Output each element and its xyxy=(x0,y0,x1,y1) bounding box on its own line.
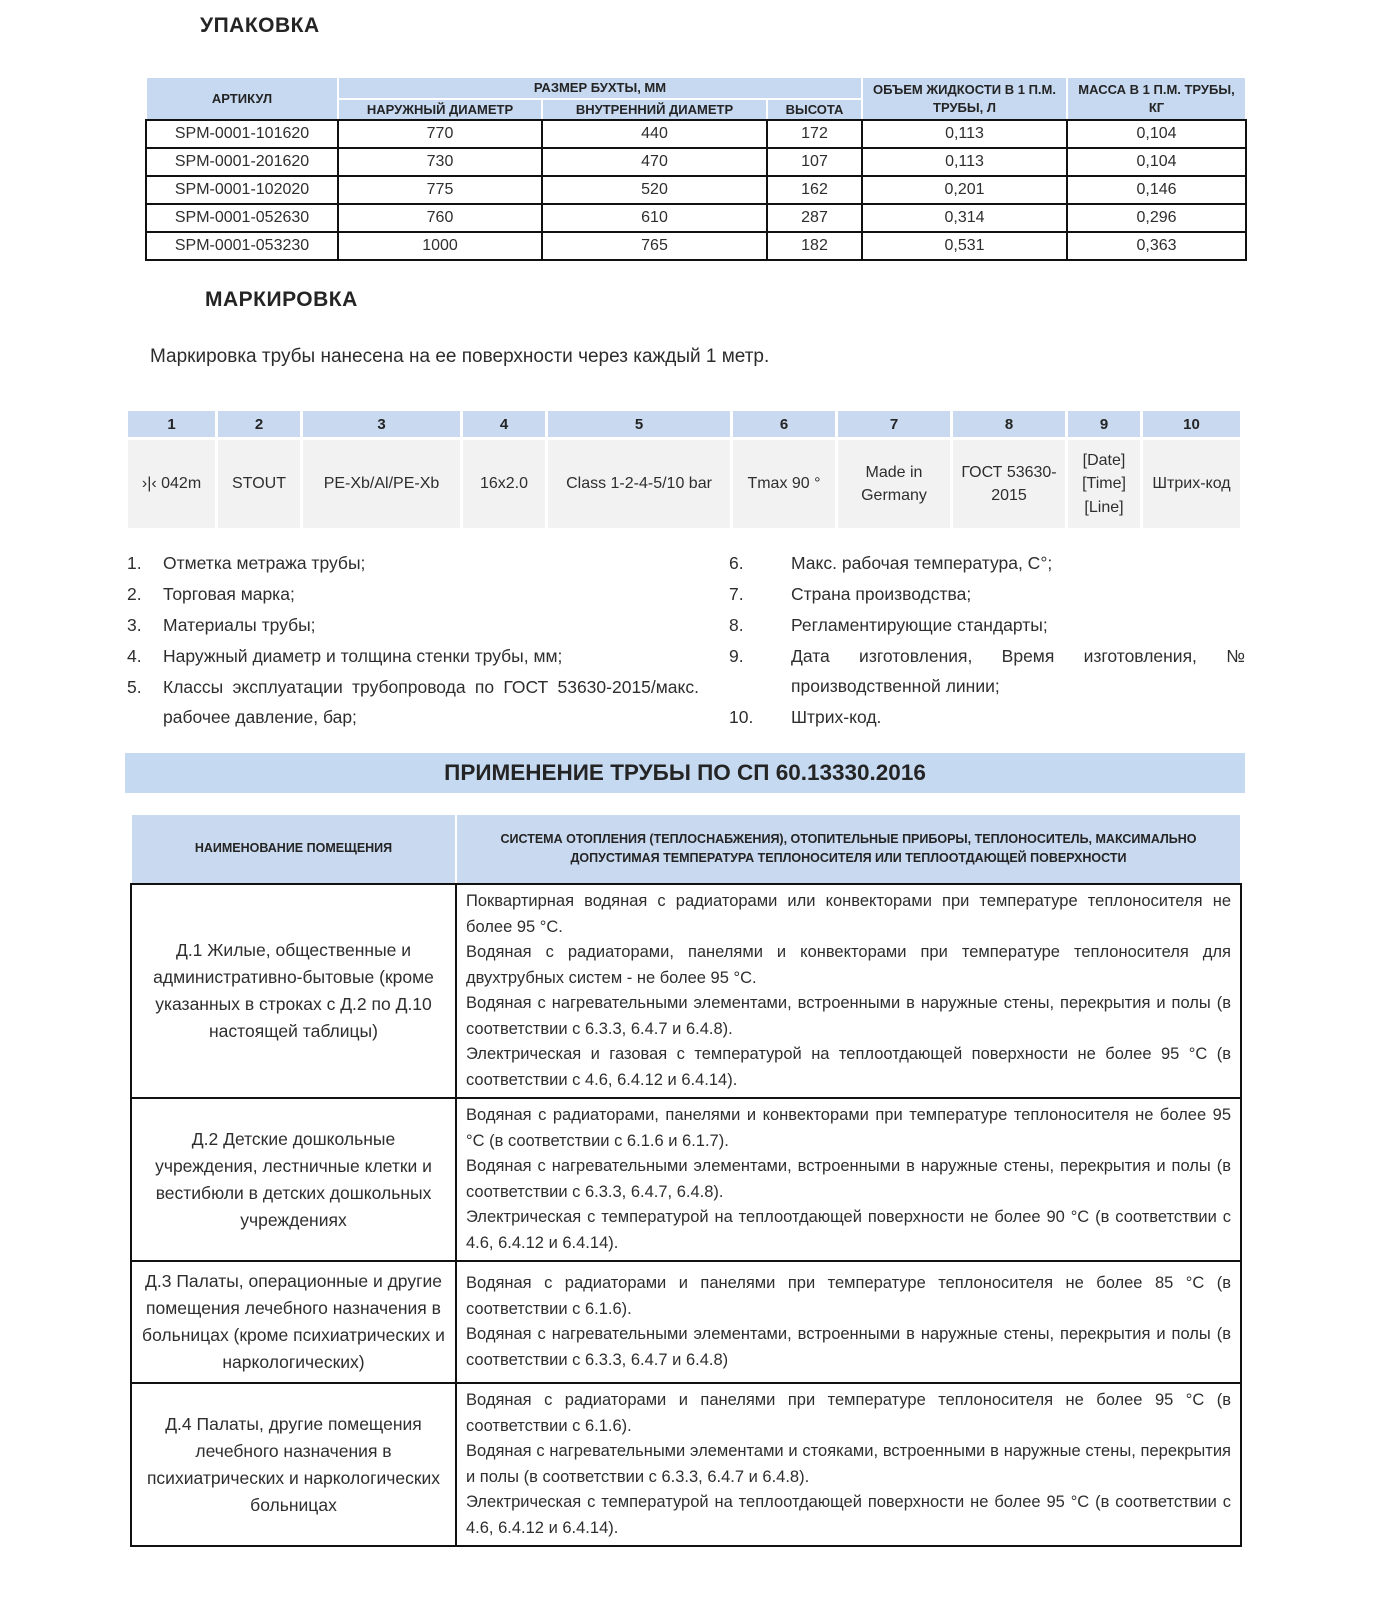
column-header: 9 xyxy=(1067,410,1142,439)
column-header: 10 xyxy=(1142,410,1242,439)
table-cell: 0,104 xyxy=(1067,148,1246,176)
room-name-cell: Д.3 Палаты, операционные и другие помещения лечебного назначения в больницах (кроме психиатрических и наркологических) xyxy=(131,1261,456,1383)
list-text: Страна производства; xyxy=(791,584,972,604)
system-description-cell xyxy=(456,1383,1241,1546)
list-number: 3. xyxy=(127,615,142,635)
table-cell: 0,531 xyxy=(862,232,1067,260)
paragraph: Водяная с радиаторами, панелями и конвекторами при температуре теплоносителя для двухтрубных систем - не более 95 °С. xyxy=(466,943,1231,987)
column-header: 7 xyxy=(837,410,952,439)
table-row xyxy=(146,204,1246,232)
table-cell: 1000 xyxy=(338,232,542,260)
application-table xyxy=(130,813,1242,1547)
table-cell: 775 xyxy=(338,176,542,204)
column-header: СИСТЕМА ОТОПЛЕНИЯ (ТЕПЛОСНАБЖЕНИЯ), ОТОПИТЕЛЬНЫЕ ПРИБОРЫ, ТЕПЛОНОСИТЕЛЬ, МАКСИМАЛЬНО ДОПУСТИМАЯ ТЕМПЕРАТУРА ТЕПЛОНОСИТЕЛЯ ИЛИ ТЕПЛООТДАЮЩЕЙ ПОВЕРХНОСТИ xyxy=(456,814,1241,884)
column-header: ВЫСОТА xyxy=(767,99,862,121)
list-number: 10. xyxy=(729,707,754,727)
column-header: МАССА В 1 П.М. ТРУБЫ, КГ xyxy=(1067,77,1246,120)
column-header: 6 xyxy=(732,410,837,439)
list-text: Дата изготовления, Время изготовления, № производственной линии; xyxy=(791,646,1245,696)
list-number: 1. xyxy=(127,553,142,573)
table-cell: SPM-0001-101620 xyxy=(146,120,338,148)
room-name-cell: Д.1 Жилые, общественные и административно-бытовые (кроме указанных в строках с Д.2 по Д.10 настоящей таблицы) xyxy=(131,884,456,1098)
table-cell: 770 xyxy=(338,120,542,148)
paragraph: Электрическая с температурой на теплоотдающей поверхности не более 90 °С (в соответствии с 4.6, 6.4.12 и 6.4.14). xyxy=(466,1208,1231,1252)
list-number: 7. xyxy=(729,584,744,604)
list-item xyxy=(127,672,699,732)
paragraph: Водяная с нагревательными элементами, встроенными в наружные стены, перекрытия и полы (в соответствии с 6.3.3, 6.4.7 и 6.4.8). xyxy=(466,994,1231,1038)
tmax-cell: Tmax 90 ° xyxy=(732,439,837,530)
application-table-header xyxy=(131,814,1241,884)
table-cell: 0,296 xyxy=(1067,204,1246,232)
packaging-section-title: УПАКОВКА xyxy=(200,14,320,37)
table-row xyxy=(146,148,1246,176)
table-cell: 0,113 xyxy=(862,120,1067,148)
meter-mark-cell: ›|‹ 042m xyxy=(127,439,217,530)
system-description-cell xyxy=(456,1261,1241,1383)
list-item xyxy=(729,702,1245,732)
list-number: 2. xyxy=(127,584,142,604)
table-cell: 0,113 xyxy=(862,148,1067,176)
list-text: Штрих-код. xyxy=(791,707,882,727)
marking-legend xyxy=(127,548,1245,733)
paragraph: Электрическая с температурой на теплоотдающей поверхности не более 95 °С (в соответствии с 4.6, 6.4.12 и 6.4.14). xyxy=(466,1493,1231,1537)
list-text: Классы эксплуатации трубопровода по ГОСТ 53630-2015/макс. рабочее давление, бар; xyxy=(163,677,699,727)
table-cell: 182 xyxy=(767,232,862,260)
table-row xyxy=(131,1261,1241,1383)
table-cell: 0,363 xyxy=(1067,232,1246,260)
list-item xyxy=(729,610,1245,640)
paragraph: Водяная с радиаторами, панелями и конвекторами при температуре теплоносителя не более 95 °С (в соответствии с 6.1.6 и 6.1.7). xyxy=(466,1106,1231,1150)
table-cell: 172 xyxy=(767,120,862,148)
table-cell: 0,201 xyxy=(862,176,1067,204)
legend-column-left xyxy=(127,548,699,733)
country-cell: Made in Germany xyxy=(837,439,952,530)
table-cell: 162 xyxy=(767,176,862,204)
list-item xyxy=(127,610,699,640)
table-cell: 470 xyxy=(542,148,767,176)
paragraph: Водяная с нагревательными элементами и стояками, встроенными в наружные стены, перекрытия и полы (в соответствии с 6.3.3, 6.4.7 и 6.4.8). xyxy=(466,1442,1231,1486)
list-text: Материалы трубы; xyxy=(163,615,316,635)
table-row xyxy=(127,439,1242,530)
material-cell: PE-Xb/Al/PE-Xb xyxy=(302,439,462,530)
table-cell: 0,104 xyxy=(1067,120,1246,148)
list-text: Регламентирующие стандарты; xyxy=(791,615,1048,635)
gost-cell: ГОСТ 53630-2015 xyxy=(952,439,1067,530)
room-name-cell: Д.2 Детские дошкольные учреждения, лестничные клетки и вестибюли в детских дошкольных учреждениях xyxy=(131,1098,456,1261)
table-cell: 440 xyxy=(542,120,767,148)
list-text: Торговая марка; xyxy=(163,584,295,604)
dimension-cell: 16x2.0 xyxy=(462,439,547,530)
list-text: Макс. рабочая температура, С°; xyxy=(791,553,1053,573)
table-cell: SPM-0001-052630 xyxy=(146,204,338,232)
list-item xyxy=(729,641,1245,701)
column-header: НАИМЕНОВАНИЕ ПОМЕЩЕНИЯ xyxy=(131,814,456,884)
column-header: 4 xyxy=(462,410,547,439)
column-header: 1 xyxy=(127,410,217,439)
column-header: 8 xyxy=(952,410,1067,439)
legend-column-right xyxy=(729,548,1245,733)
list-text: Отметка метража трубы; xyxy=(163,553,366,573)
list-number: 4. xyxy=(127,646,142,666)
table-cell: SPM-0001-201620 xyxy=(146,148,338,176)
application-section-banner: ПРИМЕНЕНИЕ ТРУБЫ ПО СП 60.13330.2016 xyxy=(125,753,1245,793)
column-header: НАРУЖНЫЙ ДИАМЕТР xyxy=(338,99,542,121)
system-description-cell xyxy=(456,1098,1241,1261)
list-item xyxy=(729,579,1245,609)
packaging-table-header xyxy=(146,77,1246,120)
table-cell: 765 xyxy=(542,232,767,260)
paragraph: Водяная с радиаторами и панелями при температуре теплоносителя не более 85 °С (в соответствии с 6.1.6). xyxy=(466,1274,1231,1318)
table-cell: SPM-0001-053230 xyxy=(146,232,338,260)
brand-cell: STOUT xyxy=(217,439,302,530)
column-header: ВНУТРЕННИЙ ДИАМЕТР xyxy=(542,99,767,121)
list-item xyxy=(127,579,699,609)
list-number: 8. xyxy=(729,615,744,635)
table-cell: 760 xyxy=(338,204,542,232)
table-row xyxy=(146,176,1246,204)
table-cell: 287 xyxy=(767,204,862,232)
table-cell: 0,314 xyxy=(862,204,1067,232)
marking-section-title: МАРКИРОВКА xyxy=(205,288,358,311)
table-row xyxy=(146,120,1246,148)
table-row xyxy=(131,1098,1241,1261)
table-row xyxy=(131,1383,1241,1546)
list-number: 9. xyxy=(729,646,744,666)
marking-table-header xyxy=(127,410,1242,439)
column-header: 5 xyxy=(547,410,732,439)
table-cell: 520 xyxy=(542,176,767,204)
paragraph: Водяная с радиаторами и панелями при температуре теплоносителя не более 95 °С (в соответствии с 6.1.6). xyxy=(466,1391,1231,1435)
list-number: 6. xyxy=(729,553,744,573)
barcode-cell: Штрих-код xyxy=(1142,439,1242,530)
packaging-table xyxy=(145,76,1247,261)
class-cell: Class 1-2-4-5/10 bar xyxy=(547,439,732,530)
list-text: Наружный диаметр и толщина стенки трубы, мм; xyxy=(163,646,563,666)
paragraph: Электрическая и газовая с температурой на теплоотдающей поверхности не более 95 °С (в соответствии с 4.6, 6.4.12 и 6.4.14). xyxy=(466,1045,1231,1089)
list-number: 5. xyxy=(127,677,142,697)
table-cell: 0,146 xyxy=(1067,176,1246,204)
column-group-header: РАЗМЕР БУХТЫ, ММ xyxy=(338,77,862,99)
column-header: 3 xyxy=(302,410,462,439)
table-row xyxy=(131,884,1241,1098)
table-cell: SPM-0001-102020 xyxy=(146,176,338,204)
system-description-cell xyxy=(456,884,1241,1098)
list-item xyxy=(127,641,699,671)
table-cell: 730 xyxy=(338,148,542,176)
paragraph: Водяная с нагревательными элементами, встроенными в наружные стены, перекрытия и полы (в соответствии с 6.3.3, 6.4.7, 6.4.8). xyxy=(466,1157,1231,1201)
table-cell: 107 xyxy=(767,148,862,176)
list-item xyxy=(729,548,1245,578)
marking-table xyxy=(125,408,1243,531)
paragraph: Водяная с нагревательными элементами, встроенными в наружные стены, перекрытия и полы (в соответствии с 6.3.3, 6.4.7 и 6.4.8) xyxy=(466,1325,1231,1369)
list-item xyxy=(127,548,699,578)
paragraph: Поквартирная водяная с радиаторами или конвекторами при температуре теплоносителя не более 95 °С. xyxy=(466,892,1231,936)
column-header: АРТИКУЛ xyxy=(146,77,338,120)
date-time-line-cell: [Date] [Time] [Line] xyxy=(1067,439,1142,530)
table-cell: 610 xyxy=(542,204,767,232)
marking-intro-text: Маркировка трубы нанесена на ее поверхности через каждый 1 метр. xyxy=(150,346,770,367)
table-row xyxy=(146,232,1246,260)
column-header: ОБЪЕМ ЖИДКОСТИ В 1 П.М. ТРУБЫ, Л xyxy=(862,77,1067,120)
column-header: 2 xyxy=(217,410,302,439)
room-name-cell: Д.4 Палаты, другие помещения лечебного назначения в психиатрических и наркологических больницах xyxy=(131,1383,456,1546)
